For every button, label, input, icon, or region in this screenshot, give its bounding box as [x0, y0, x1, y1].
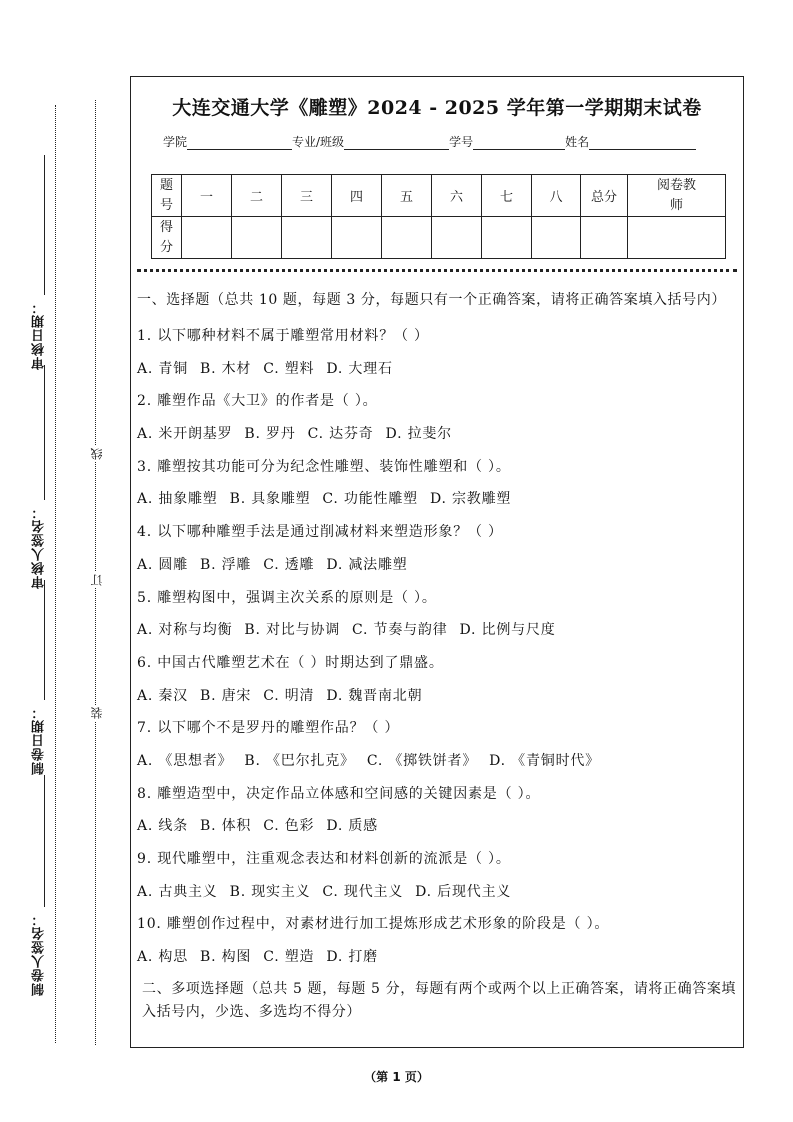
score-cell[interactable]	[332, 217, 382, 259]
question-options	[137, 614, 737, 647]
col-header-total: 总分	[581, 175, 628, 217]
question-text: 2. 雕塑作品《大卫》的作者是（ ）。	[137, 393, 378, 410]
student-id-label: 学号	[449, 135, 474, 149]
option-item: A. 抽象雕塑	[137, 491, 218, 508]
option-item: B. 现实主义	[229, 883, 311, 900]
option-item: C. 塑料	[263, 360, 315, 377]
option-item: D. 质感	[326, 818, 378, 835]
college-field[interactable]	[187, 137, 292, 150]
section2-heading: 二、多项选择题（总共 5 题，每题 5 分，每题有两个或两个以上正确答案，请将正确答案填入括号内，少选、多选均不得分）	[142, 980, 737, 1020]
compile-date-blank	[44, 580, 45, 700]
question-text: 9. 现代雕塑中，注重观念表达和材料创新的流派是（ ）。	[137, 851, 511, 867]
question-options	[137, 549, 737, 582]
row-label-score: 得分	[152, 217, 182, 259]
question-options	[137, 353, 737, 386]
name-field[interactable]	[589, 137, 696, 150]
dotted-separator	[137, 269, 737, 272]
row-label-question-no: 题号	[152, 175, 182, 217]
score-cell[interactable]	[182, 217, 232, 259]
option-item: D. 减法雕塑	[326, 556, 408, 573]
score-cell[interactable]	[282, 217, 332, 259]
score-table	[151, 174, 726, 259]
col-header-4: 四	[332, 175, 382, 217]
compiler-signature-blank	[44, 775, 45, 907]
col-header-1: 一	[182, 175, 232, 217]
score-cell[interactable]	[382, 217, 432, 259]
major-class-field[interactable]	[344, 137, 449, 150]
question-text: 7. 以下哪个不是罗丹的雕塑作品？（ ）	[137, 720, 400, 737]
option-item: D. 拉斐尔	[385, 426, 452, 443]
col-header-6: 六	[432, 175, 482, 217]
compile-date-label: 制卷日期：	[32, 705, 47, 775]
option-item: D. 大理石	[326, 360, 393, 377]
option-item: C. 透雕	[263, 556, 315, 573]
option-item: C. 现代主义	[322, 883, 404, 900]
option-item: D. 打磨	[326, 949, 378, 966]
question-text: 5. 雕塑构图中，强调主次关系的原则是（ ）。	[137, 589, 437, 606]
option-item: C. 明清	[263, 687, 315, 704]
student-id-field[interactable]	[473, 137, 565, 150]
exam-title: 大连交通大学《雕塑》2024 - 2025 学年第一学期期末试卷	[172, 97, 702, 119]
option-item: B. 具象雕塑	[229, 491, 311, 508]
option-item: D. 后现代主义	[415, 883, 512, 900]
question-options	[137, 680, 737, 713]
option-item: C. 节奏与韵律	[352, 622, 448, 639]
question-text: 6. 中国古代雕塑艺术在（ ）时期达到了鼎盛。	[137, 654, 444, 671]
review-date-label: 审核日期：	[32, 300, 47, 370]
question-text: 1. 以下哪种材料不属于雕塑常用材料？（ ）	[137, 328, 429, 344]
option-item: A. 对称与均衡	[137, 622, 233, 639]
questions-area	[137, 289, 737, 1024]
reviewer-signature-blank	[44, 365, 45, 500]
option-item: C. 《掷铁饼者》	[366, 752, 478, 769]
page-number: （第 1 页）	[364, 1070, 429, 1084]
option-item: B. 《巴尔扎克》	[244, 752, 355, 769]
review-date-blank	[44, 155, 45, 295]
score-cell[interactable]	[532, 217, 581, 259]
question-text: 3. 雕塑按其功能可分为纪念性雕塑、装饰性雕塑和（ ）。	[137, 458, 511, 475]
score-cell[interactable]	[432, 217, 482, 259]
option-item: B. 对比与协调	[244, 622, 341, 639]
section1-heading: 一、选择题（总共 10 题，每题 3 分，每题只有一个正确答案，请将正确答案填入括号内）	[137, 292, 726, 308]
reviewer-signature-label: 审核人签名：	[32, 505, 47, 589]
option-item: B. 体积	[200, 818, 252, 835]
question-options	[137, 745, 737, 778]
option-item: A. 《思想者》	[137, 752, 233, 769]
option-item: D. 魏晋南北朝	[326, 687, 423, 704]
score-cell[interactable]	[482, 217, 532, 259]
option-item: D. 《青铜时代》	[489, 752, 600, 769]
col-header-7: 七	[482, 175, 532, 217]
option-item: A. 古典主义	[137, 883, 218, 900]
col-header-8: 八	[532, 175, 581, 217]
exam-frame	[130, 76, 744, 1048]
col-header-3: 三	[282, 175, 332, 217]
option-item: B. 木材	[200, 360, 252, 377]
option-item: A. 圆雕	[137, 556, 189, 573]
question-options	[137, 876, 737, 909]
option-item: A. 米开朗基罗	[137, 426, 233, 443]
question-list	[137, 320, 737, 974]
binding-dotted-line	[55, 105, 56, 1043]
option-item: B. 唐宋	[200, 687, 252, 704]
question-text: 10. 雕塑创作过程中，对素材进行加工提炼形成艺术形象的阶段是（ ）。	[137, 916, 610, 933]
option-item: A. 线条	[137, 818, 189, 835]
binding-char-line: 线	[90, 448, 104, 460]
option-item: B. 构图	[200, 949, 252, 966]
option-item: A. 秦汉	[137, 687, 189, 704]
score-cell-grader[interactable]	[628, 217, 726, 259]
binding-char-staple: 订	[90, 574, 104, 586]
option-item: B. 浮雕	[200, 556, 252, 573]
col-header-5: 五	[382, 175, 432, 217]
col-header-grader: 阅卷教师	[628, 175, 726, 217]
student-info-row	[163, 133, 696, 150]
binding-char-bind: 装	[90, 707, 104, 719]
score-cell[interactable]	[232, 217, 282, 259]
option-item: B. 罗丹	[244, 426, 296, 443]
col-header-2: 二	[232, 175, 282, 217]
question-options	[137, 418, 737, 451]
option-item: C. 达芬奇	[307, 426, 374, 443]
option-item: C. 功能性雕塑	[322, 491, 418, 508]
option-item: A. 青铜	[137, 360, 189, 377]
question-options	[137, 483, 737, 516]
question-text: 8. 雕塑造型中，决定作品立体感和空间感的关键因素是（ ）。	[137, 785, 541, 802]
score-cell-total[interactable]	[581, 217, 628, 259]
college-label: 学院	[163, 135, 188, 149]
option-item: C. 色彩	[263, 818, 315, 835]
option-item: D. 宗教雕塑	[429, 491, 512, 508]
option-item: D. 比例与尺度	[459, 622, 556, 639]
question-text: 4. 以下哪种雕塑手法是通过削减材料来塑造形象？（ ）	[137, 524, 503, 541]
option-item: C. 塑造	[263, 949, 315, 966]
major-class-label: 专业/班级	[292, 135, 345, 149]
question-options	[137, 810, 737, 843]
compiler-signature-label: 制卷人签名：	[32, 912, 47, 996]
option-item: A. 构思	[137, 949, 189, 966]
name-label: 姓名	[565, 135, 590, 149]
question-options	[137, 941, 737, 974]
